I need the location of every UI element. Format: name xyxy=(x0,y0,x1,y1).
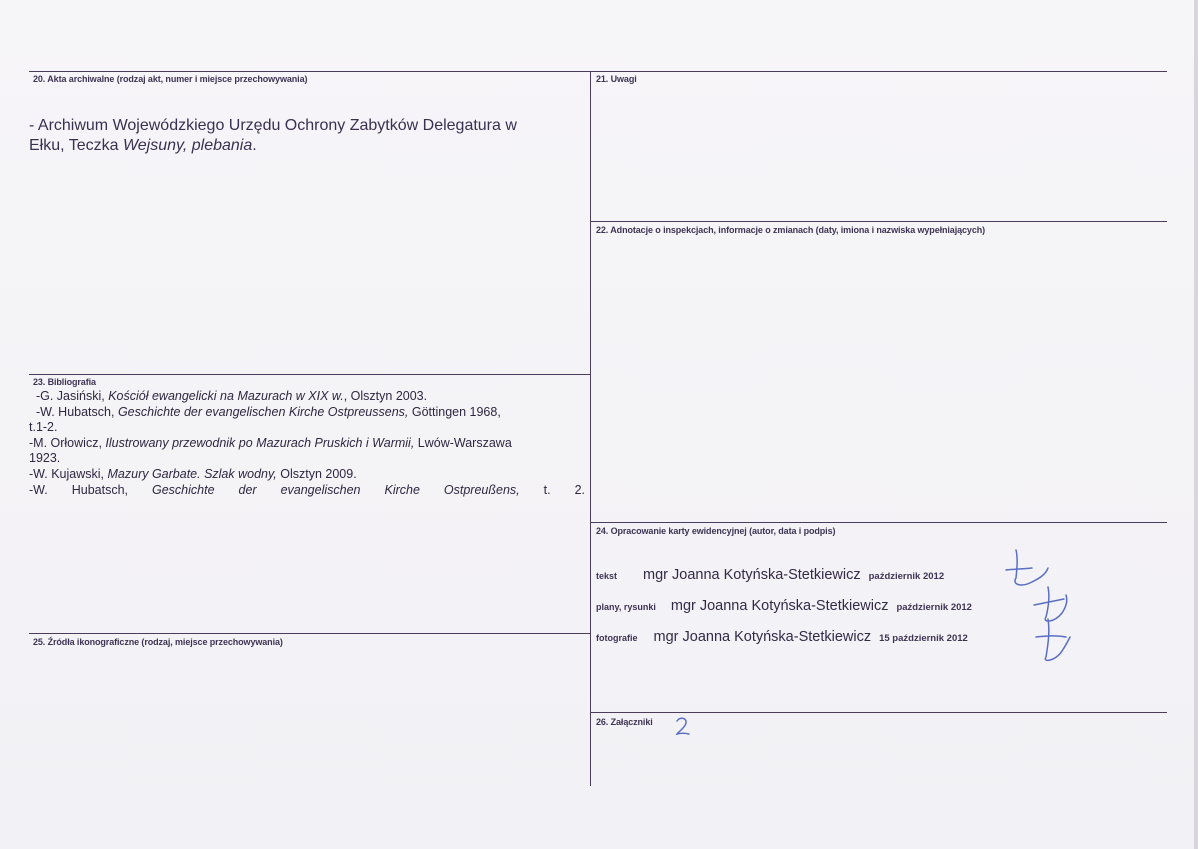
rule-24 xyxy=(590,522,1167,523)
bib-entry-3: -M. Orłowicz, Ilustrowany przewodnik po Mazurach Pruskich i Warmii, Lwów-Warszawa xyxy=(29,435,512,450)
archival-line-2 xyxy=(29,136,517,156)
column-divider xyxy=(590,71,591,786)
author-date: 15 październik 2012 xyxy=(879,633,968,644)
section-21-label: 21. Uwagi xyxy=(596,74,637,84)
section-24-label: 24. Opracowanie karty ewidencyjnej (autor, data i podpis) xyxy=(596,526,836,536)
bibliography-list xyxy=(29,389,589,498)
signature-3 xyxy=(1030,615,1074,665)
archival-line-2-suffix: . xyxy=(252,137,257,154)
section-23-label: 23. Bibliografia xyxy=(33,377,96,387)
author-row-plans xyxy=(596,598,972,614)
attachment-count-handwritten xyxy=(673,715,693,737)
author-row-photos xyxy=(596,629,968,645)
section-25-label: 25. Źródła ikonograficzne (rodzaj, miejsce przechowywania) xyxy=(33,637,283,647)
author-name: mgr Joanna Kotyńska-Stetkiewicz xyxy=(643,567,861,583)
author-role: tekst xyxy=(596,571,618,581)
bib-entry-2-cont: t.1-2. xyxy=(29,420,58,435)
archival-records-text xyxy=(29,116,517,156)
author-date: październik 2012 xyxy=(896,602,972,613)
author-role: fotografie xyxy=(596,633,638,643)
archival-line-2-italic: Wejsuny, plebania xyxy=(122,137,253,154)
bib-entry-2: -W. Hubatsch, Geschichte der evangelischen Kirche Ostpreussens, Göttingen 1968, xyxy=(32,404,501,419)
section-22-label: 22. Adnotacje o inspekcjach, informacje o zmianach (daty, imiona i nazwiska wypełniających) xyxy=(596,225,986,235)
bib-entry-3-cont: 1923. xyxy=(29,451,61,466)
archival-line-1: - Archiwum Wojewódzkiego Urzędu Ochrony Zabytków Delegatura w xyxy=(29,117,517,134)
bib-entry-1: -G. Jasiński, Kościół ewangelicki na Mazurach w XIX w., Olsztyn 2003. xyxy=(32,389,428,403)
author-name: mgr Joanna Kotyńska-Stetkiewicz xyxy=(653,629,872,645)
archival-line-2-prefix: Ełku, Teczka xyxy=(29,137,123,154)
bib-entry-4: -W. Kujawski, Mazury Garbate. Szlak wodny, Olsztyn 2009. xyxy=(29,466,357,481)
rule-25 xyxy=(29,633,590,634)
section-26-label: 26. Załączniki xyxy=(596,717,653,727)
author-row-text xyxy=(596,567,944,583)
rule-26 xyxy=(590,712,1167,713)
rule-23 xyxy=(29,374,590,375)
author-role: plany, rysunki xyxy=(596,602,656,612)
section-20-label: 20. Akta archiwalne (rodzaj akt, numer i miejsce przechowywania) xyxy=(33,74,308,84)
author-date: październik 2012 xyxy=(868,571,945,582)
author-name: mgr Joanna Kotyńska-Stetkiewicz xyxy=(670,598,889,614)
top-rule xyxy=(29,71,1167,72)
bib-entry-5: -W. Hubatsch, Geschichte der evangelischen Kirche Ostpreußens, t. 2. xyxy=(29,482,585,497)
rule-22 xyxy=(590,221,1167,222)
